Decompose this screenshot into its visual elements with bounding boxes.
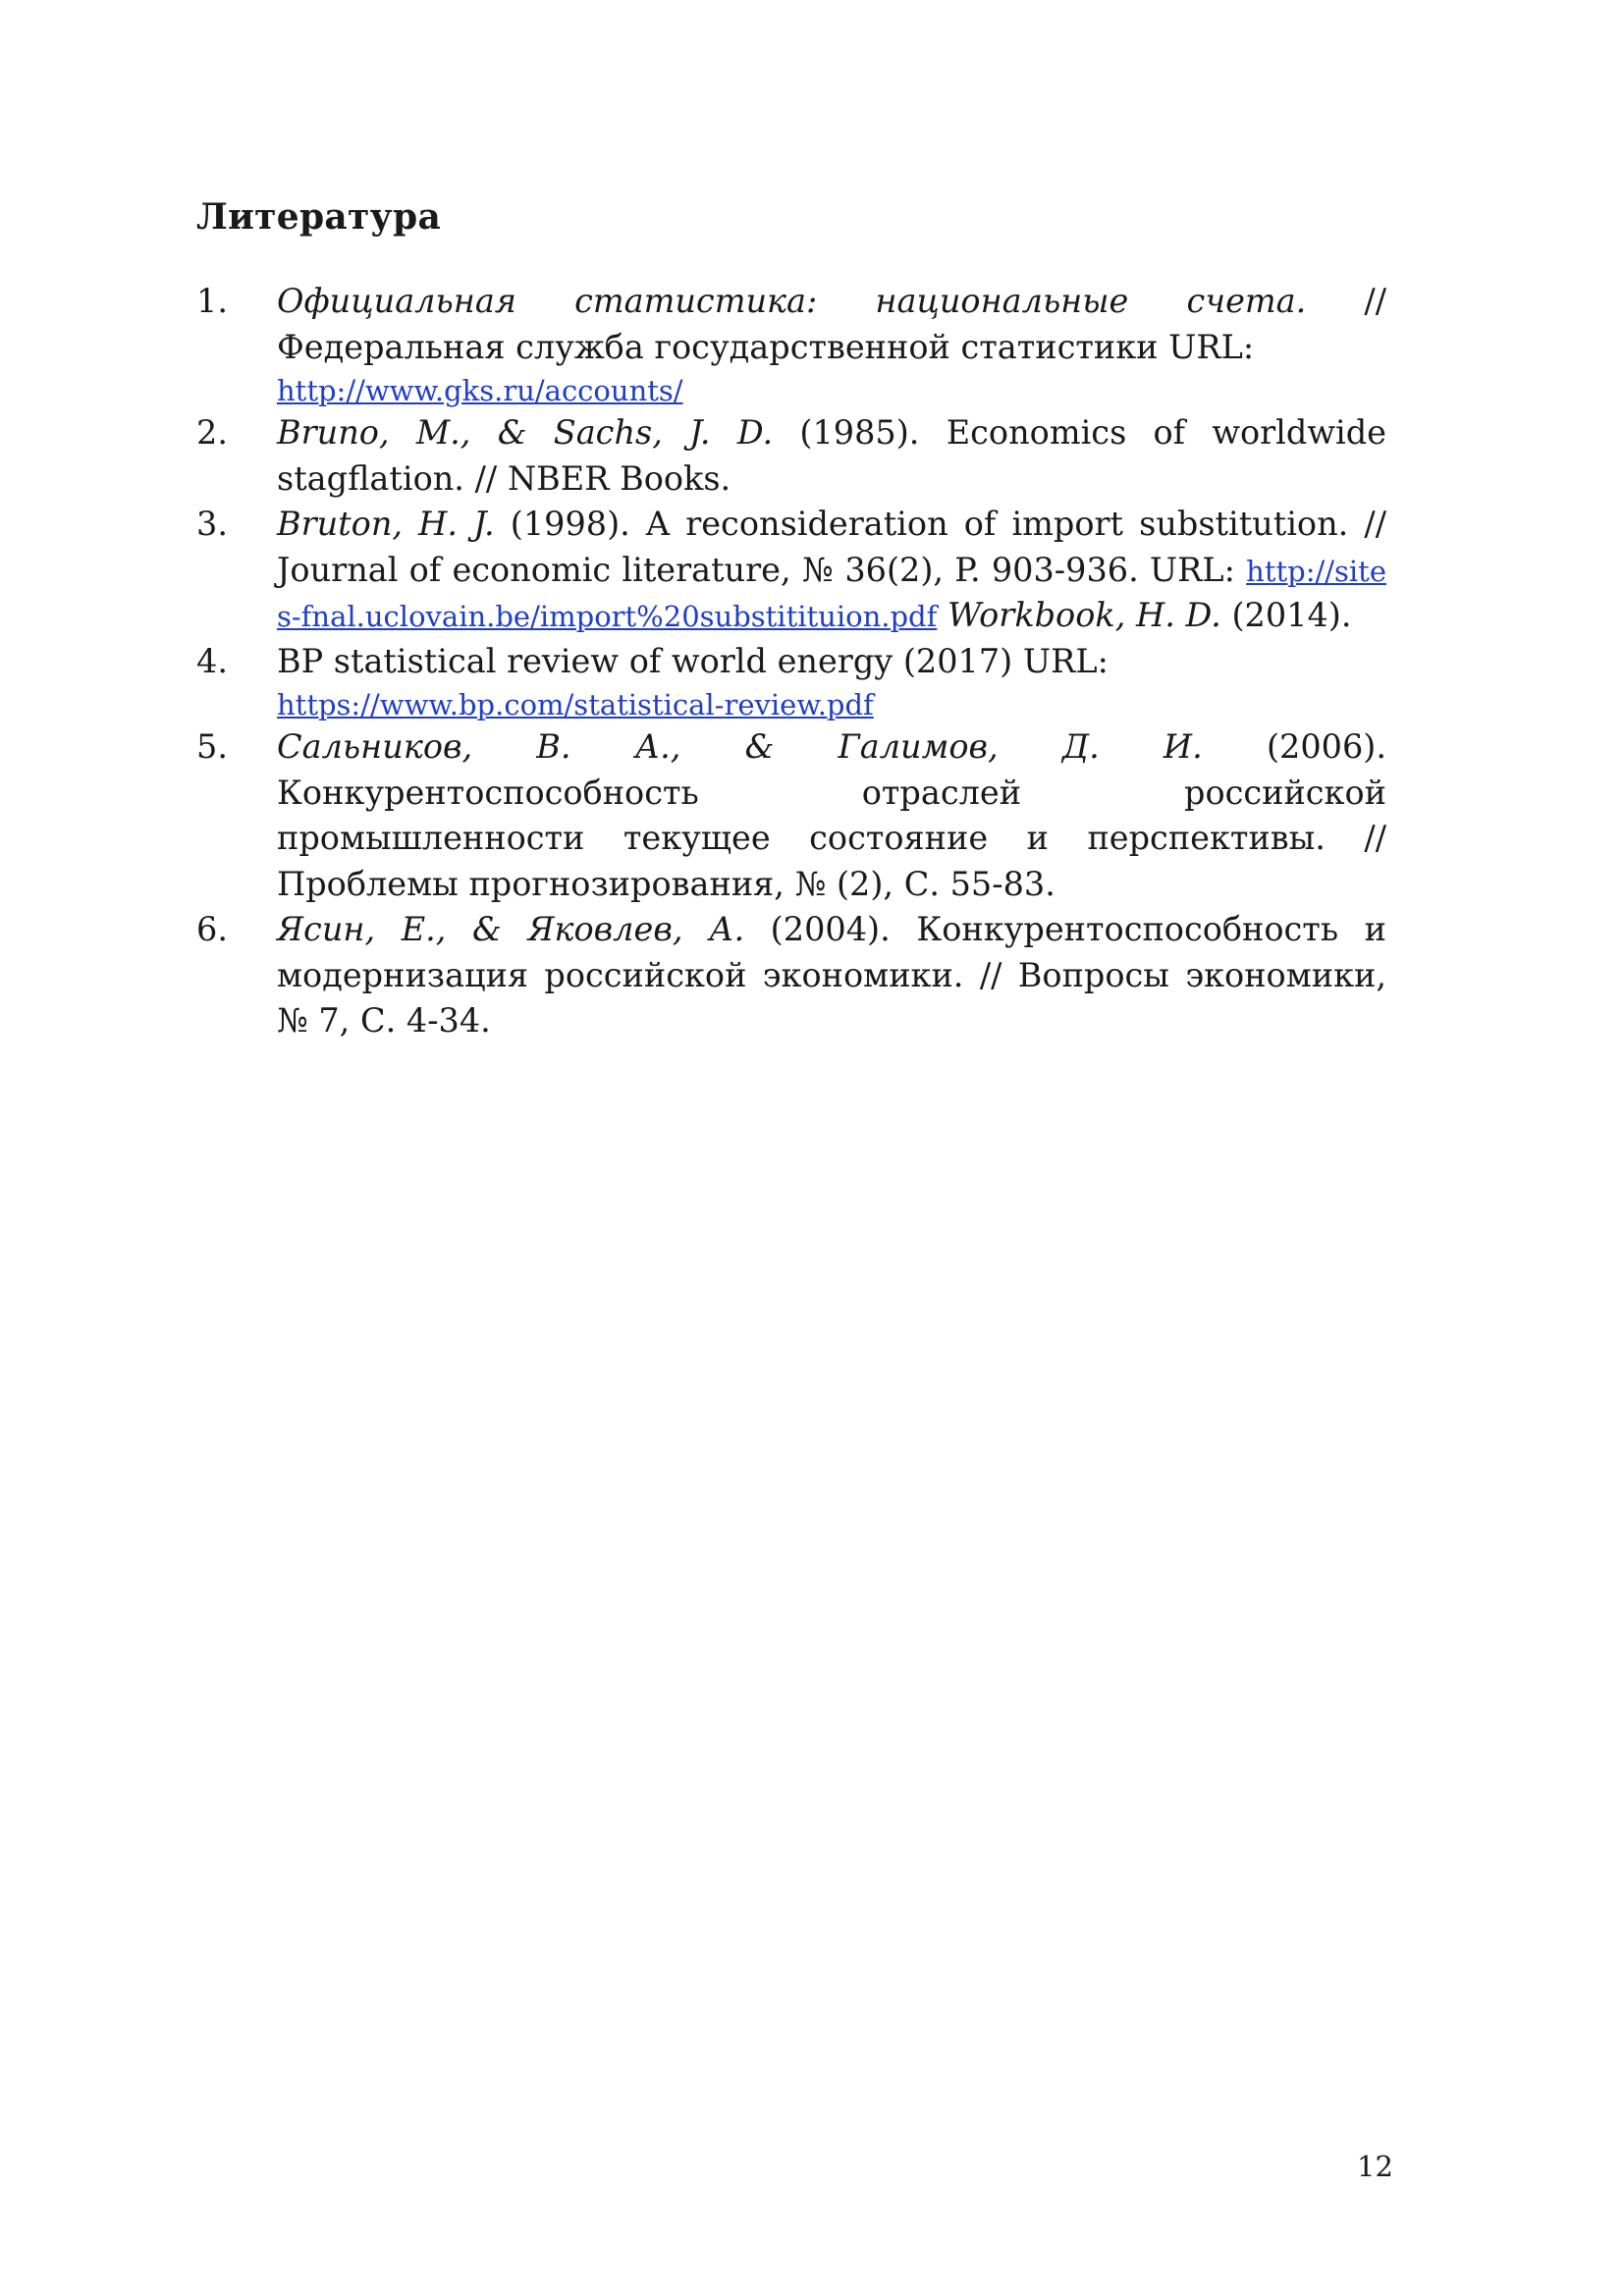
reference-link[interactable]: https://www.bp.com/statistical-review.pdf [277, 688, 874, 721]
reference-text: (1998). A reconsideration of import substitution. // Journal of economic literature, № 36(2), P. 903-936. URL: [277, 505, 1386, 589]
reference-number: 6. [196, 910, 228, 948]
reference-body [277, 907, 1386, 1044]
reference-text: (2004). Конкурентоспособность и модернизация российской экономики. // Вопросы экономики, № 7, С. 4-34. [277, 910, 1386, 1040]
reference-authors: Bruton, H. J. [277, 505, 495, 543]
reference-number: 5. [196, 727, 228, 766]
reference-extra-text: (2014). [1220, 596, 1352, 634]
reference-text: (2006). Конкурентоспособность отраслей российской промышленности текущее состояние и перспективы. // Проблемы прогнозирования, № (2), С. 55-83. [277, 727, 1386, 903]
reference-link[interactable]: http://sites-fnal.uclovain.be/import%20substitituion.pdf [277, 554, 1386, 633]
reference-item-4 [196, 639, 1386, 725]
reference-text: BP statistical review of world energy (2017) URL: [277, 641, 1109, 680]
reference-text: // Федеральная служба государственной статистики URL: [277, 282, 1386, 366]
reference-item-1 [196, 279, 1386, 410]
reference-item-2 [196, 410, 1386, 502]
reference-body [277, 639, 1386, 725]
reference-number: 4. [196, 641, 228, 680]
reference-list [196, 279, 1386, 1044]
reference-body [277, 502, 1386, 639]
reference-number: 2. [196, 413, 228, 452]
reference-body [277, 410, 1386, 502]
reference-item-5 [196, 724, 1386, 907]
reference-authors: Ясин, Е., & Яковлев, А. [277, 910, 745, 948]
reference-body [277, 279, 1386, 410]
reference-number: 1. [196, 282, 228, 320]
reference-authors: Bruno, M., & Sachs, J. D. [277, 413, 774, 452]
reference-text: (1985). Economics of worldwide stagflation. // NBER Books. [277, 413, 1386, 498]
reference-body [277, 724, 1386, 907]
page-number: 12 [1357, 2150, 1393, 2183]
reference-title: Официальная статистика: национальные счета. [277, 282, 1307, 320]
reference-authors: Сальников, В. А., & Галимов, Д. И. [277, 727, 1203, 766]
section-heading: Литература [196, 196, 442, 238]
reference-item-3 [196, 502, 1386, 639]
reference-extra-authors: Workbook, H. D. [937, 596, 1221, 634]
reference-number: 3. [196, 505, 228, 543]
reference-link[interactable]: http://www.gks.ru/accounts/ [277, 374, 683, 407]
reference-item-6 [196, 907, 1386, 1044]
